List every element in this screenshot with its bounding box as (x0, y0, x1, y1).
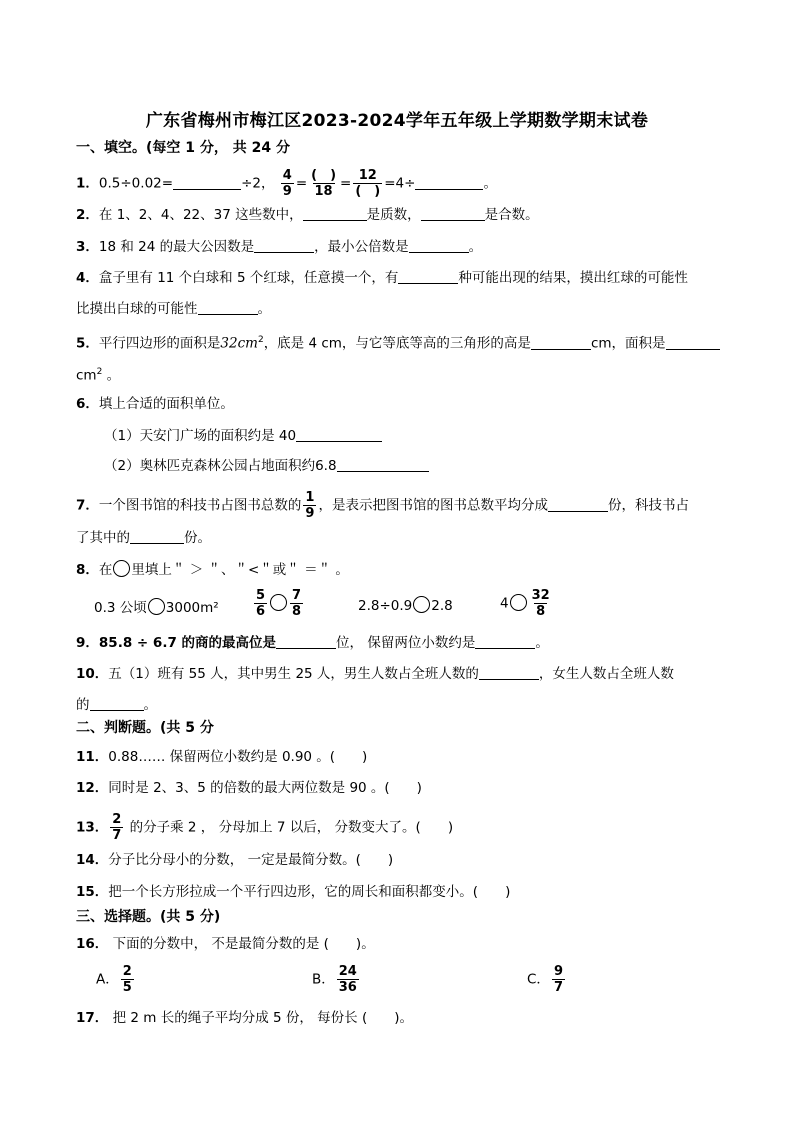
fraction: $\frac{9}{7}$ (553, 964, 563, 995)
answer-blank[interactable] (421, 205, 485, 221)
compare-circle[interactable] (510, 594, 527, 611)
question-13: 13． $\frac{2}{7}$ 的分子乘 2 ， 分母加上 7 以后， 分数变大了。( ) (76, 812, 454, 843)
question-12: 12．同时是 2、3、5 的倍数的最大两位数是 90 。( ) (76, 780, 422, 796)
question-6-sub-2: （2）奥林匹克森林公园占地面积约6.8 (104, 456, 748, 476)
answer-blank[interactable] (303, 205, 367, 221)
question-9: 9．85.8 ÷ 6.7 的商的最高位是 位， 保留两位小数约是 。 (76, 635, 549, 651)
question-3: 3．18 和 24 的最大公因数是 ，最小公倍数是 。 (76, 239, 483, 255)
option-a[interactable]: A． $\frac{2}{5}$ (96, 964, 132, 995)
option-b[interactable]: B． $\frac{24}{36}$ (312, 964, 357, 995)
compare-circle[interactable] (413, 596, 430, 613)
answer-blank[interactable] (130, 528, 184, 544)
question-7-cont: 了其中的 份。 (76, 530, 211, 546)
question-10-cont: 的 。 (76, 697, 157, 713)
fraction: $\frac{12}{( )}$ (355, 168, 381, 199)
fraction: $\frac{1}{9}$ (305, 490, 315, 521)
answer-blank[interactable] (479, 664, 539, 680)
question-6: 6．填上合适的面积单位。 (76, 396, 234, 412)
page-title: 广东省梅州市梅江区2023-2024学年五年级上学期数学期末试卷 (145, 111, 649, 131)
question-11: 11．0.88…… 保留两位小数约是 0.90 。( ) (76, 749, 368, 765)
compare-item-1: 0.3 公顷 3000m² (94, 600, 219, 616)
question-7: 7．一个图书馆的科技书占图书总数的 $\frac{1}{9}$ ，是表示把图书馆的图书总数平均分成 份，科技书占 (76, 490, 689, 521)
fraction: $\frac{2}{7}$ (112, 812, 122, 843)
question-2: 2．在 1、2、4、22、37 这些数中， 是质数， 是合数。 (76, 207, 539, 223)
answer-blank[interactable] (415, 174, 483, 190)
question-4: 4．盒子里有 11 个白球和 5 个红球，任意摸一个，有 种可能出现的结果，摸出红球的可能性 (76, 270, 688, 286)
compare-circle[interactable] (148, 598, 165, 615)
question-15: 15．把一个长方形拉成一个平行四边形，它的周长和面积都变小。( ) (76, 884, 511, 900)
answer-blank[interactable] (337, 456, 429, 472)
compare-item-4: 4 $\frac{32}{8}$ (500, 588, 550, 619)
answer-blank[interactable] (531, 334, 591, 350)
question-8: 8．在 里填上＂ ＞ ＂、＂<＂或＂ ＝＂ 。 (76, 562, 349, 578)
question-5: 5．平行四边形的面积是$32cm^2$，底是 4 cm，与它等底等高的三角形的高是 cm，面积是 (76, 330, 748, 354)
answer-blank[interactable] (276, 633, 336, 649)
option-c[interactable]: C． $\frac{9}{7}$ (527, 964, 563, 995)
fraction: $\frac{32}{8}$ (531, 588, 550, 619)
section-3-heading: 三、选择题。(共 5 分) (76, 909, 221, 925)
fraction: $\frac{24}{36}$ (338, 964, 357, 995)
answer-blank[interactable] (198, 299, 258, 315)
fraction: $\frac{4}{9}$ (282, 168, 292, 199)
question-14: 14．分子比分母小的分数， 一定是最简分数。( ) (76, 852, 394, 868)
question-10: 10．五（1）班有 55 人，其中男生 25 人，男生人数占全班人数的 ，女生人数占全班人数 (76, 666, 674, 682)
answer-blank[interactable] (254, 237, 314, 253)
answer-blank[interactable] (666, 334, 720, 350)
answer-blank[interactable] (475, 633, 535, 649)
answer-blank[interactable] (548, 496, 608, 512)
fraction: $\frac{2}{5}$ (122, 964, 132, 995)
question-6-sub-1: （1）天安门广场的面积约是 40 (104, 426, 748, 446)
answer-blank[interactable] (398, 268, 458, 284)
section-2-heading: 二、判断题。(共 5 分 (76, 720, 214, 736)
answer-blank[interactable] (90, 695, 144, 711)
answer-blank[interactable] (409, 237, 469, 253)
fraction: $\frac{( )}{18}$ (311, 168, 337, 199)
question-1: 1．0.5÷0.02= ÷2， $\frac{4}{9}$ = $\frac{( )}{18}$ = $\frac{12}{( )}$ =4÷ 。 (76, 168, 497, 199)
answer-blank[interactable] (296, 426, 382, 442)
fraction: $\frac{5}{6}$ (256, 588, 266, 619)
compare-item-2 (252, 588, 305, 619)
section-1-heading: 一、填空。(每空 1 分， 共 24 分 (76, 140, 290, 156)
question-4-cont: 比摸出白球的可能性 。 (76, 301, 271, 317)
answer-blank[interactable] (173, 174, 241, 190)
question-17: 17． 把 2 m 长的绳子平均分成 5 份， 每份长 ( )。 (76, 1010, 413, 1026)
compare-item-3: 2.8÷0.9 2.8 (358, 598, 453, 614)
question-5-cont: $cm^2$ 。 (76, 367, 121, 384)
fraction: $\frac{7}{8}$ (292, 588, 302, 619)
question-16: 16． 下面的分数中， 不是最简分数的是 ( )。 (76, 936, 375, 952)
compare-circle[interactable] (270, 594, 287, 611)
compare-circle[interactable] (113, 560, 130, 577)
